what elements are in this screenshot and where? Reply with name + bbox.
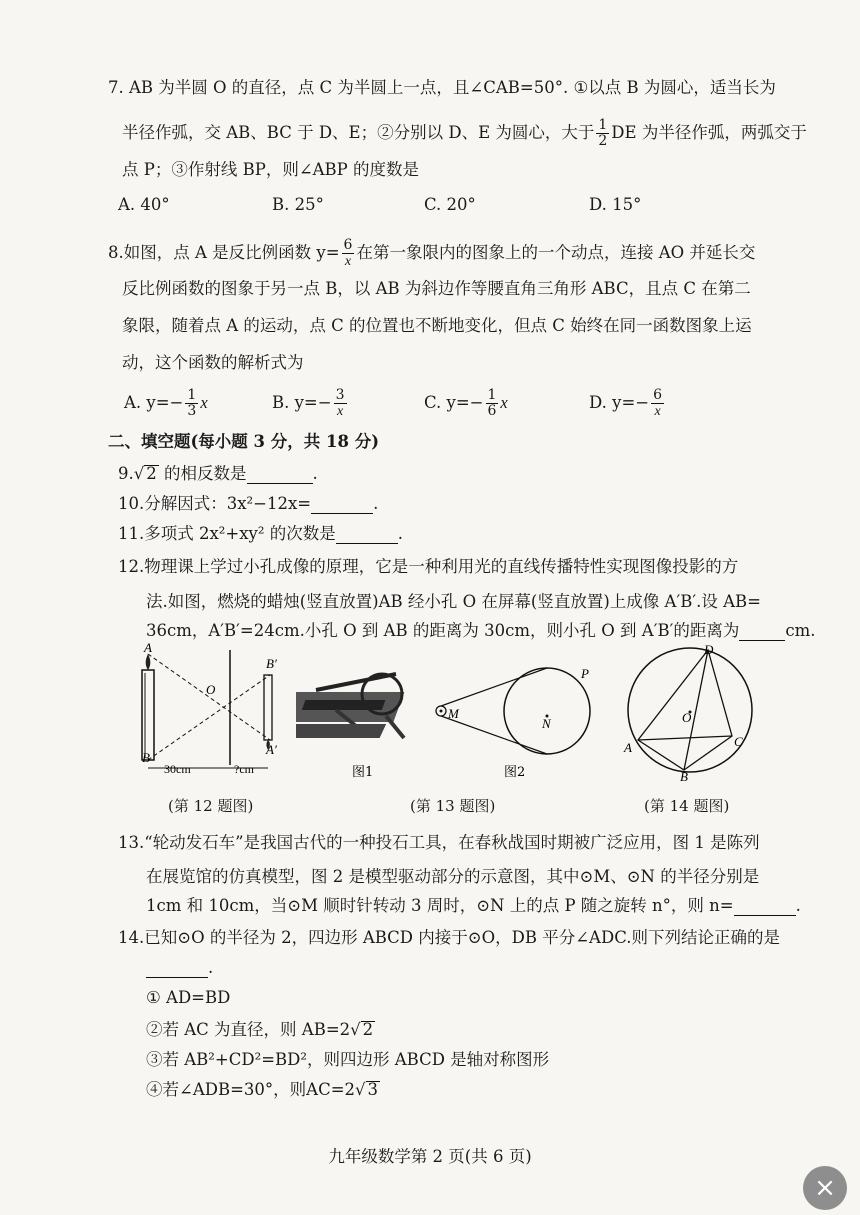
q13-blank	[734, 899, 796, 916]
page-footer: 九年级数学第 2 页(共 6 页)	[328, 1147, 532, 1166]
q8-option-d: D. y=− $\frac{6}{x}$	[589, 387, 663, 419]
q10: 10.分解因式：3x²−12x= .	[118, 494, 379, 513]
q14-statement-2: ②若 AC 为直径，则 AB=2√ 2	[146, 1020, 374, 1039]
q14-statement-4: ④若∠ADB=30°，则AC=2√ 3	[146, 1080, 379, 1099]
q7-line2-a: 半径作弧，交 AB、BC 于 D、E；②分别以 D、E 为圆心，大于	[122, 123, 595, 142]
q8-option-a: A. y=− $\frac{1}{3}$ x	[124, 387, 208, 419]
label-30cm: 30cm	[164, 762, 191, 776]
label-O: O	[206, 682, 216, 697]
q12-blank	[739, 624, 785, 641]
q13-line3: 1cm 和 10cm，当⊙M 顺时针转动 3 周时，⊙N 上的点 P 随之旋转 n°，则 n= .	[146, 896, 801, 915]
q11: 11.多项式 2x²+xy² 的次数是 .	[118, 524, 403, 543]
q14-statement-1: ① AD=BD	[146, 988, 231, 1007]
q8-line2: 反比例函数的图象于另一点 B，以 AB 为斜边作等腰直角三角形 ABC，且点 C 在第二	[122, 279, 751, 298]
q14-statement-3: ③若 AB²+CD²=BD²，则四边形 ABCD 是轴对称图形	[146, 1050, 550, 1069]
label-D: D	[704, 642, 714, 657]
label-N: N	[542, 716, 551, 731]
close-icon: ×	[814, 1173, 836, 1203]
q9-blank	[247, 467, 313, 484]
q7-line2	[122, 118, 807, 149]
figure-14-circle	[620, 640, 760, 782]
q12-line3: 36cm，A′B′=24cm.小孔 O 到 AB 的距离为 30cm，则小孔 O 到 A′B′的距离为 cm.	[146, 621, 816, 640]
q8-fraction: $\frac{6}{x}$	[343, 237, 353, 269]
q7-line3: 点 P；③作射线 BP，则∠ABP 的度数是	[122, 160, 420, 179]
q7-fraction: $\frac{1}{2}$	[598, 117, 608, 149]
label-A: A	[144, 640, 152, 655]
q10-blank	[311, 497, 373, 514]
label-C: C	[734, 734, 743, 749]
label-P: P	[581, 666, 589, 681]
q8-line1: 8.如图，点 A 是反比例函数 y= $\frac{6}{x}$ 在第一象限内的图象上的一个动点，连接 AO 并延长交	[108, 237, 756, 269]
q7-line1: 7. AB 为半圆 O 的直径，点 C 为半圆上一点，且∠CAB=50°. ①以点 B 为圆心，适当长为	[108, 78, 776, 97]
catapult-model-photo	[296, 674, 404, 738]
pulley-diagram	[436, 666, 590, 754]
q13-line1: 13.“轮动发石车”是我国古代的一种投石工具，在春秋战国时期被广泛应用，图 1 是陈列	[118, 833, 760, 852]
q8-line4: 动，这个函数的解析式为	[122, 353, 304, 372]
q14-blank-line: .	[146, 958, 213, 978]
q7-option-c: C. 20°	[424, 195, 476, 214]
close-button[interactable]	[803, 1166, 847, 1210]
q8-option-c: C. y=− $\frac{1}{6}$ x	[424, 387, 508, 419]
q11-blank	[336, 527, 398, 544]
q13-line2: 在展览馆的仿真模型，图 2 是模型驱动部分的示意图，其中⊙M、⊙N 的半径分别是	[146, 867, 760, 886]
label-M: M	[448, 706, 459, 721]
candle-flame	[146, 654, 151, 670]
section-title: 二、填空题(每小题 3 分，共 18 分)	[108, 432, 380, 451]
q7-option-b: B. 25°	[272, 195, 324, 214]
label-A-prime: A′	[266, 742, 277, 757]
candle-body	[142, 670, 154, 760]
q8-line3: 象限，随着点 A 的运动，点 C 的位置也不断地变化，但点 C 始终在同一函数图象上运	[122, 316, 752, 335]
q12-line1: 12.物理课上学过小孔成像的原理，它是一种利用光的直线传播特性实现图像投影的方	[118, 557, 739, 576]
label-A: A	[624, 740, 632, 755]
q12-line2: 法.如图，燃烧的蜡烛(竖直放置)AB 经小孔 O 在屏幕(竖直放置)上成像 A′B′.设 AB=	[146, 592, 761, 611]
q7-option-a: A. 40°	[118, 195, 170, 214]
label-fig1: 图1	[352, 765, 374, 780]
caption-q12: (第 12 题图)	[168, 797, 254, 815]
q8-option-b: B. y=− $\frac{3}{x}$	[272, 387, 345, 419]
image-on-screen	[264, 675, 272, 740]
figure-12-pinhole	[130, 640, 290, 785]
q9: 9.√ 2 的相反数是 .	[118, 464, 318, 483]
label-unknown-cm: ?cm	[234, 762, 254, 776]
q14-blank	[146, 961, 208, 978]
label-B: B	[680, 769, 688, 782]
label-B: B	[142, 750, 150, 765]
q14-line1: 14.已知⊙O 的半径为 2，四边形 ABCD 内接于⊙O，DB 平分∠ADC.则下列结论正确的是	[118, 928, 780, 947]
q7-line2-b: DE 为半径作弧，两弧交于	[611, 123, 807, 142]
label-B-prime: B′	[266, 656, 277, 671]
label-fig2: 图2	[504, 765, 526, 780]
caption-q14: (第 14 题图)	[644, 797, 730, 815]
label-O: O	[682, 710, 692, 725]
figure-13	[296, 660, 626, 780]
q7-option-d: D. 15°	[589, 195, 642, 214]
caption-q13: (第 13 题图)	[410, 797, 496, 815]
